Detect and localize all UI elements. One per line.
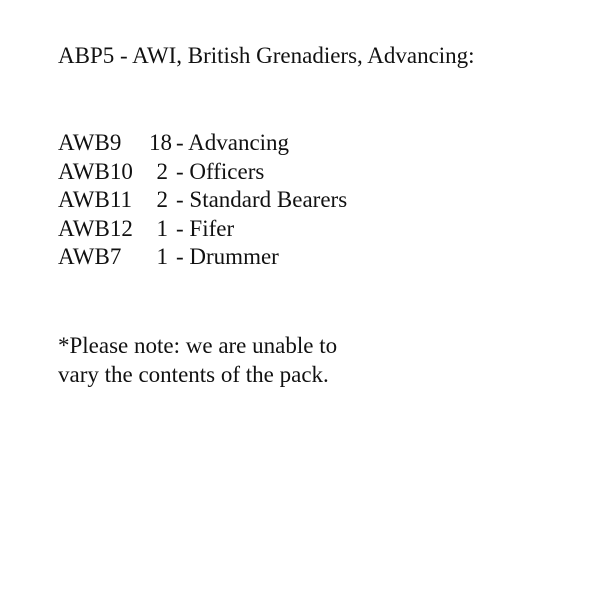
item-code: AWB7 [58, 244, 122, 269]
item-quantity: 2 [156, 158, 168, 184]
item-code: AWB11 [58, 187, 132, 212]
item-code: AWB9 [58, 130, 122, 155]
item-quantity: 1 [156, 244, 168, 269]
item-description: - Drummer [176, 244, 279, 269]
item-quantity: 18 [149, 130, 172, 155]
item-code: AWB12 [58, 215, 133, 241]
item-quantity: 2 [156, 187, 168, 212]
note-line: vary the contents of the pack. [58, 362, 329, 387]
item-description: - Officers [176, 158, 265, 184]
item-code: AWB10 [58, 158, 133, 184]
note-line: *Please note: we are unable to [58, 333, 338, 358]
pack-note [58, 331, 378, 389]
item-description: - Standard Bearers [176, 187, 348, 212]
item-description: - Fifer [176, 215, 235, 241]
item-quantity: 1 [156, 215, 168, 241]
item-description: - Advancing [176, 130, 290, 155]
pack-title: ABP5 - AWI, British Grenadiers, Advancing: [58, 43, 475, 68]
